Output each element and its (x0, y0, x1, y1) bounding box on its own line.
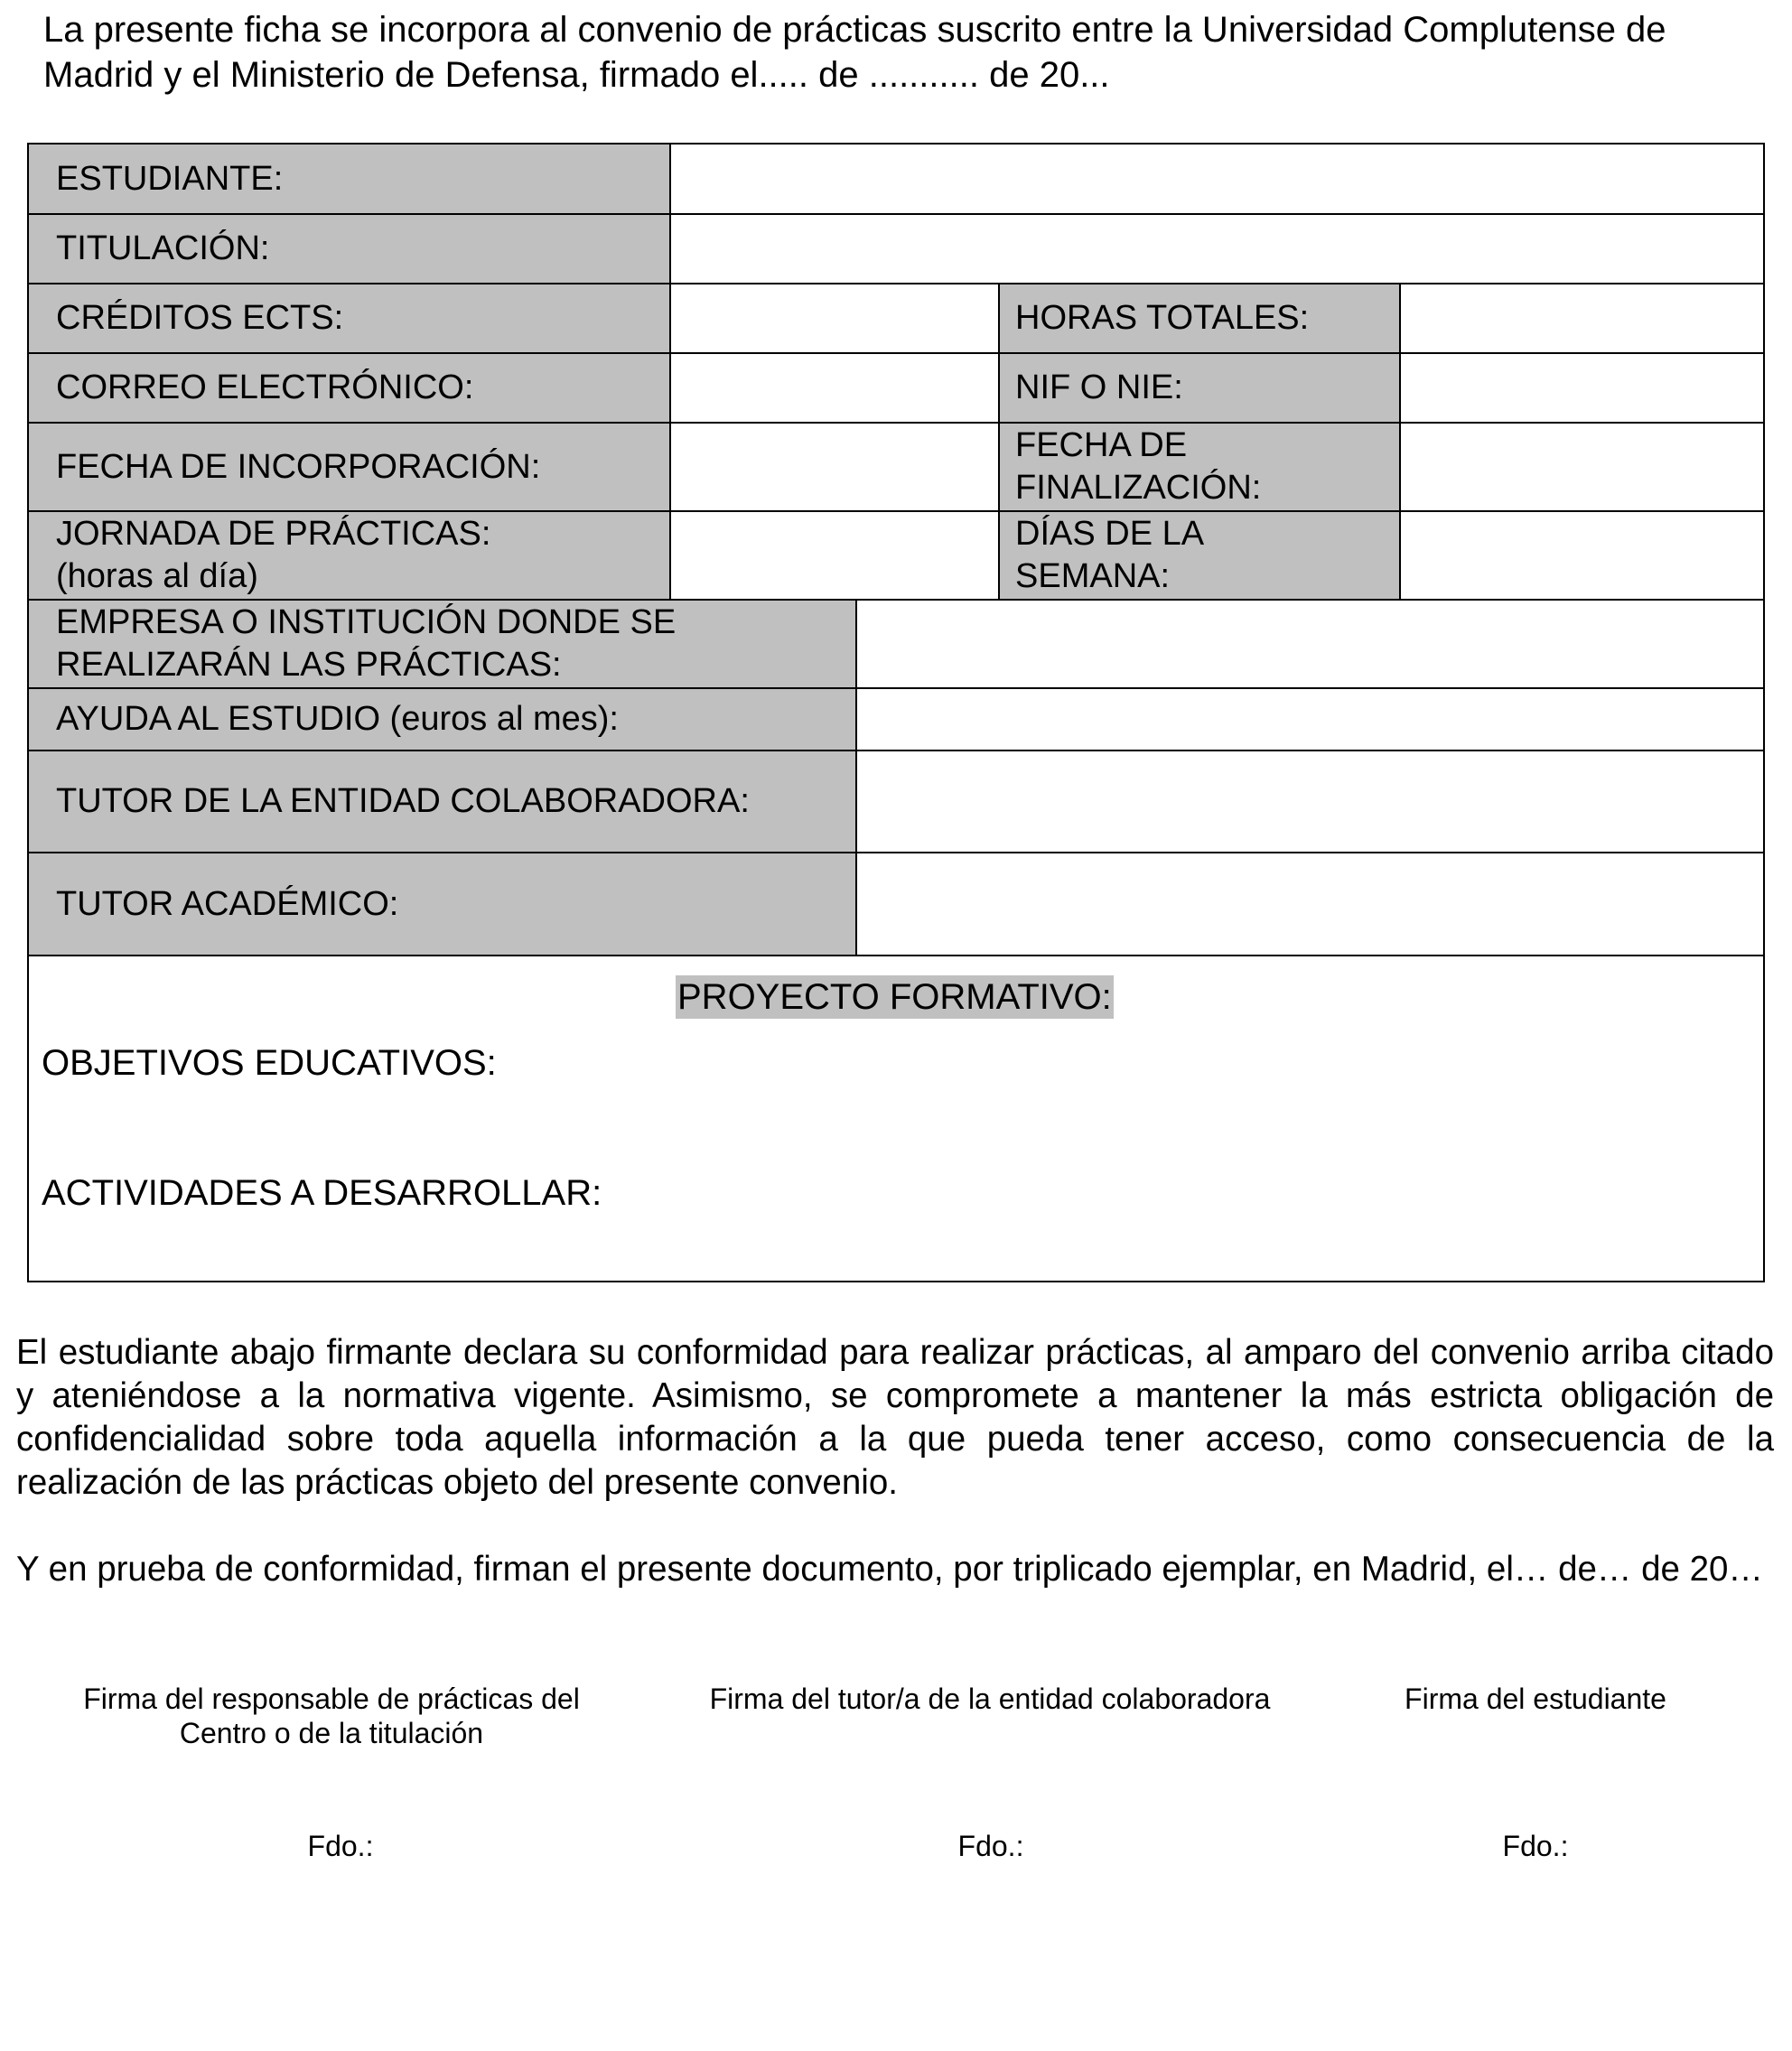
label-fecha-incorporacion: FECHA DE INCORPORACIÓN: (29, 423, 670, 511)
row-divider (29, 283, 1765, 284)
label-empresa-institucion: EMPRESA O INSTITUCIÓN DONDE SE REALIZARÁN LAS PRÁCTICAS: (29, 600, 856, 688)
field-fecha-finalizacion[interactable] (1400, 423, 1765, 511)
field-jornada-practicas[interactable] (670, 511, 999, 600)
row-divider (29, 687, 1765, 689)
label-tutor-entidad: TUTOR DE LA ENTIDAD COLABORADORA: (29, 750, 856, 853)
field-empresa-institucion[interactable] (856, 600, 1765, 688)
label-ayuda-estudio: AYUDA AL ESTUDIO (euros al mes): (29, 688, 856, 750)
field-estudiante[interactable] (670, 145, 1765, 214)
row-divider (29, 750, 1765, 751)
proyecto-formativo-title: PROYECTO FORMATIVO: (677, 977, 1112, 1017)
practice-form-table (27, 143, 1765, 1282)
label-nif-nie: NIF O NIE: (999, 353, 1400, 423)
fdo-responsable: Fdo.: (307, 1830, 374, 1862)
fdo-tutor: Fdo.: (957, 1830, 1024, 1862)
label-jornada-practicas (29, 511, 670, 600)
signature-responsable (56, 1682, 607, 1750)
actividades-desarrollar-label: ACTIVIDADES A DESARROLLAR: (42, 1173, 602, 1213)
declaration-paragraph: El estudiante abajo firmante declara su conformidad para realizar prácticas, al amparo del convenio arriba citado y ateniéndose a la normativa vigente. Asimismo, se compromete a mantener la más estricta obligación de confidencialidad sobre toda aquella información a la que pueda tener acceso, como consecuencia de la realización de las prácticas objeto del presente convenio. (16, 1333, 1774, 1502)
row-divider (29, 599, 1765, 601)
signature-tutor: Firma del tutor/a de la entidad colaboradora (709, 1683, 1271, 1715)
intro-paragraph: La presente ficha se incorpora al convenio de prácticas suscrito entre la Universidad Complutense de Madrid y el Ministerio de Defensa, firmado el..... de ........... de 20... (43, 10, 1666, 95)
row-divider (29, 955, 1765, 956)
label-creditos-ects: CRÉDITOS ECTS: (29, 284, 670, 353)
label-fecha-finalizacion: FECHA DE FINALIZACIÓN: (999, 423, 1400, 511)
label-jornada-line1: JORNADA DE PRÁCTICAS: (56, 515, 491, 553)
field-ayuda-estudio[interactable] (856, 688, 1765, 750)
label-tutor-academico: TUTOR ACADÉMICO: (29, 853, 856, 956)
signature-estudiante: Firma del estudiante (1405, 1683, 1666, 1715)
label-estudiante: ESTUDIANTE: (29, 145, 670, 214)
field-fecha-incorporacion[interactable] (670, 423, 999, 511)
fdo-estudiante: Fdo.: (1502, 1830, 1569, 1862)
field-dias-semana[interactable] (1400, 511, 1765, 600)
column-divider (998, 284, 1000, 600)
row-divider (29, 852, 1765, 853)
column-divider (855, 600, 857, 956)
signature-responsable-line2: Centro o de la titulación (179, 1717, 484, 1749)
field-titulacion[interactable] (670, 214, 1765, 284)
signature-responsable-line1: Firma del responsable de prácticas del (83, 1683, 580, 1715)
row-divider (29, 213, 1765, 215)
field-tutor-entidad[interactable] (856, 750, 1765, 853)
row-divider (29, 510, 1765, 512)
field-horas-totales[interactable] (1400, 284, 1765, 353)
row-divider (29, 352, 1765, 354)
label-horas-totales: HORAS TOTALES: (999, 284, 1400, 353)
label-correo-electronico: CORREO ELECTRÓNICO: (29, 353, 670, 423)
conformity-paragraph: Y en prueba de conformidad, firman el presente documento, por triplicado ejemplar, en Madrid, el… de… de 20… (16, 1550, 1763, 1589)
field-creditos-ects[interactable] (670, 284, 999, 353)
label-dias-semana: DÍAS DE LA SEMANA: (999, 511, 1400, 600)
objetivos-educativos-label: OBJETIVOS EDUCATIVOS: (42, 1043, 497, 1083)
column-divider (669, 145, 671, 600)
field-tutor-academico[interactable] (856, 853, 1765, 956)
label-jornada-line2: (horas al día) (56, 557, 258, 595)
row-divider (29, 422, 1765, 424)
label-titulacion: TITULACIÓN: (29, 214, 670, 284)
field-correo-electronico[interactable] (670, 353, 999, 423)
field-nif-nie[interactable] (1400, 353, 1765, 423)
column-divider (1399, 284, 1401, 600)
